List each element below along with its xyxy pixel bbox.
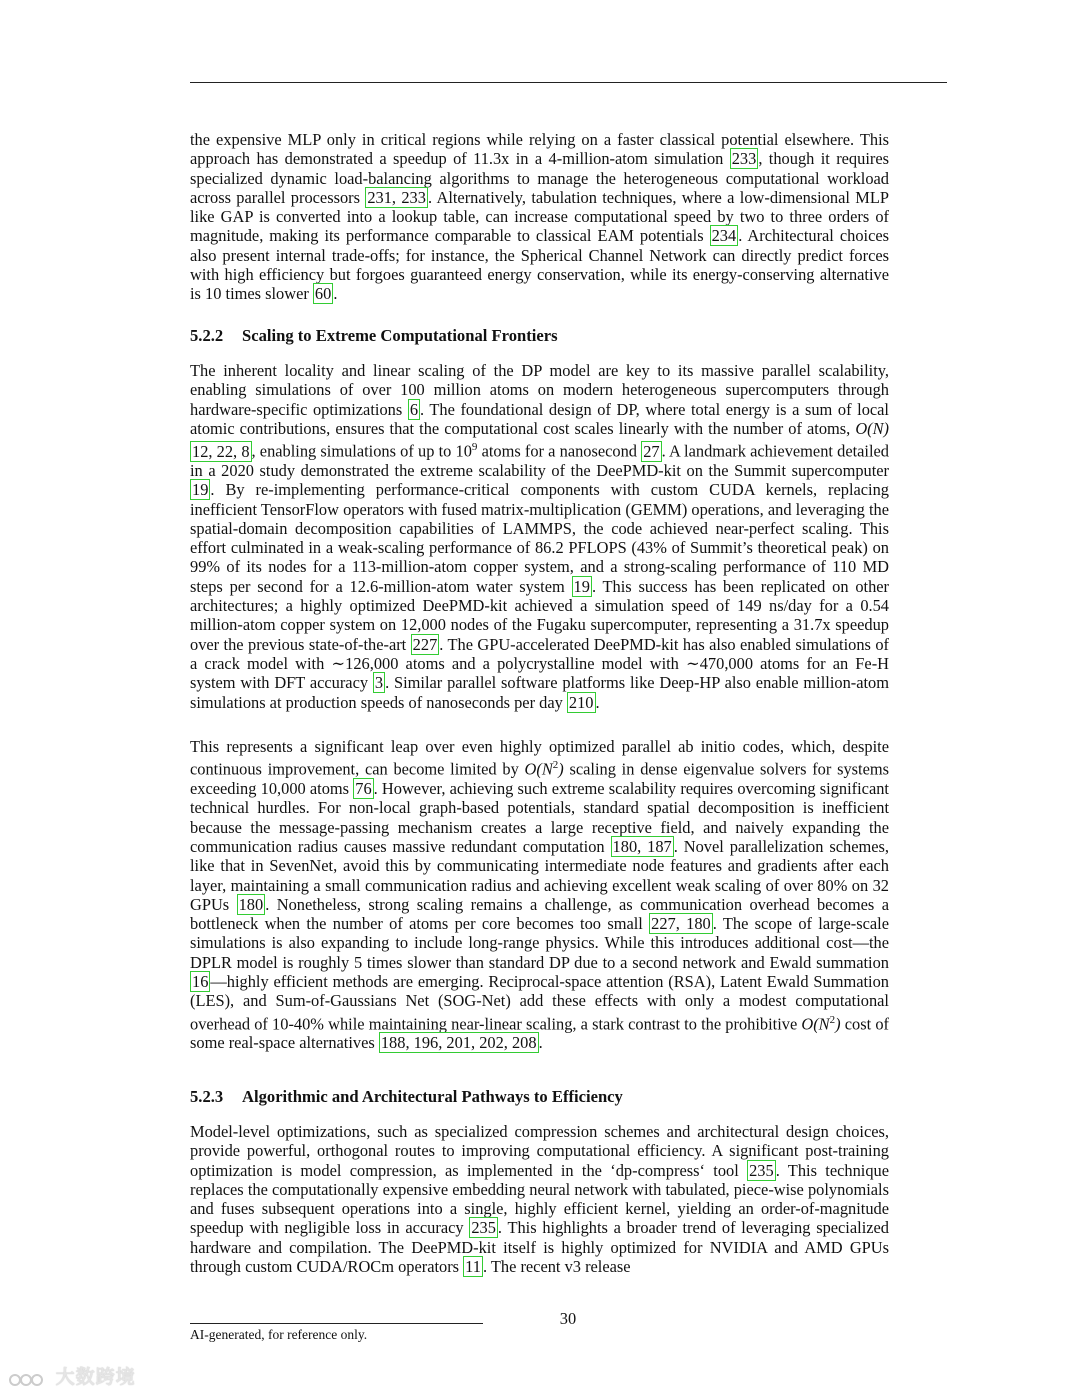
header-rule (190, 82, 947, 83)
citation-link[interactable]: 180, 187 (612, 836, 672, 856)
text-run: . A landmark achievement detailed in a 2020 study demonstrated the extreme scalability of the DeePMD-kit on the Summit supercomputer (190, 441, 889, 480)
text-run: . By re-implementing performance-critical components with custom CUDA kernels, replacing inefficient TensorFlow operators with fused matrix-multiplication (GEMM) operations, and leveraging the spatial-domain decomposition capabilities of LAMMPS, the code achieved near-perfect scaling. This effort culminated in a weak-scaling performance of 86.2 PFLOPS (43% of Summit’s theoretical peak) on 99% of its nodes for a 113-million-atom copper system, and a strong-scaling performance of 110 MD steps per second for a 12.6-million-atom water system (190, 480, 889, 596)
citation-link[interactable]: 60 (314, 284, 332, 304)
text-run: . The GPU-accelerated DeePMD-kit has also enabled simulations of a crack model with ∼126,000 atoms and a polycrystalline model with ∼470,000 atoms for an Fe-H system with DFT accuracy (190, 634, 889, 693)
citation-link[interactable]: 234 (711, 226, 737, 246)
citation-link[interactable]: 76 (355, 779, 372, 799)
text-run: . This technique replaces the computationally expensive embedding neural network with tabulated, piece-wise polynomials and fuses subsequent operations into a single, highly efficient kernel, yielding an order-of-magnitude speedup with negligible loss in accuracy (190, 1160, 889, 1238)
footnote: AI-generated, for reference only. (190, 1327, 368, 1342)
citation-link[interactable]: 235 (749, 1160, 774, 1180)
text-run: . (333, 284, 338, 304)
text-run: , though it requires specialized dynamic load-balancing algorithms to manage the heterogeneous computational workload across parallel processors (190, 149, 889, 207)
text-run: . Architectural choices also present internal trade-offs; for instance, the Spherical Channel Network can directly predict forces with high efficiency but forgoes guaranteed energy conservation, while its energy-conserving alternative is 10 times slower (190, 226, 889, 304)
math-expression: O(N) (855, 418, 889, 438)
text-run: scaling in dense eigenvalue solvers for systems exceeding 10,000 atoms (190, 759, 889, 799)
superscript: 2 (829, 1013, 836, 1026)
text-run: . Alternatively, tabulation techniques, where a low-dimensional MLP like GAP is converted into a lookup table, can increase computational speed by two to three orders of magnitude, making its performance comparable to classical EAM potentials (190, 187, 889, 246)
citation-link[interactable]: 188, 196, 201, 202, 208 (380, 1033, 537, 1053)
text-run: The inherent locality and linear scaling of the DP model are key to its massive parallel scalability, enabling simulations of over 100 million atoms on modern heterogeneous supercomputers through hardware-specific optimizations (190, 361, 889, 419)
page-number: 30 (559, 1309, 577, 1328)
watermark (8, 1362, 136, 1389)
section-heading-5-2-2 (190, 326, 889, 346)
text-run: atoms for a nanosecond (477, 441, 642, 461)
text-run: . The scope of large-scale simulations is also expanding to include long-range physics. While this introduces additional cost—the DPLR model is roughly 5 times slower than standard DP due to a second network and Ewald summation (190, 914, 889, 972)
text-run: —highly efficient methods are emerging. Reciprocal-space attention (RSA), Latent Ewald Summation (LES), and Sum-of-Gaussians Net (SOG-Net) add these effects with only a modest computational overhead of 10-40% while maintaining near-linear scaling, a stark contrast to the prohibitive (190, 972, 889, 1034)
citation-link[interactable]: 6 (409, 399, 419, 419)
text-run: . This success has been replicated on other architectures; a highly optimized DeePMD-kit achieved a simulation speed of 149 ns/day for a 0.54 million-atom copper system on 12,000 nodes of the Fugaku supercomputer, representing a 31.7x speedup over the previous state-of-the-art (190, 576, 889, 654)
section-heading-5-2-3 (190, 1087, 889, 1107)
watermark-text: 大数跨境 (55, 1366, 136, 1388)
text-run: . Similar parallel software platforms like Deep-HP also enable million-atom simulations at production speeds of nanoseconds per day (190, 673, 889, 712)
text-run: . (595, 692, 600, 712)
citation-link[interactable]: 231, 233 (367, 187, 426, 207)
paragraph-1 (190, 130, 889, 304)
math-expression: O(N (801, 1014, 830, 1034)
math-expression: O(N (524, 759, 553, 779)
text-run: . The recent v3 release (482, 1257, 631, 1277)
text-run: Model-level optimizations, such as specialized compression schemes and architectural design choices, provide powerful, orthogonal routes to improving computational efficiency. A significant post-training optimization is model compression, as implemented in the ‘dp-compress‘ tool (190, 1122, 889, 1180)
watermark-logo-icon (8, 1368, 48, 1388)
paragraph-2 (190, 361, 889, 712)
citation-link[interactable]: 16 (192, 972, 209, 992)
citation-link[interactable]: 227, 180 (651, 914, 711, 934)
citation-link[interactable]: 227 (412, 634, 438, 654)
superscript: 9 (471, 441, 478, 454)
paragraph-3 (190, 737, 889, 1053)
footnote-rule (190, 1323, 483, 1324)
text-run: , enabling simulations of up to 10 (251, 441, 472, 461)
citation-link[interactable]: 19 (573, 576, 590, 596)
text-run: . Nonetheless, strong scaling remains a challenge, as communication overhead becomes a bottleneck when the number of atoms per core becomes too small (190, 894, 890, 934)
citation-link[interactable]: 233 (731, 149, 757, 169)
citation-link[interactable]: 235 (471, 1218, 496, 1238)
text-run: . Novel parallelization schemes, like that in SevenNet, avoid this by communicating intermediate node features and gradients after each layer, maintaining a small communication radius and achieving excellent weak scaling of over 80% on 32 GPUs (190, 836, 889, 914)
citation-link[interactable]: 27 (643, 441, 660, 461)
text-run: . However, achieving such extreme scalability requires overcoming significant technical hurdles. For non-local graph-based potentials, standard spatial decomposition is inefficient because the message-passing mechanism creates a large receptive field, and naively expanding the communication radius causes massive redundant computation (190, 779, 889, 856)
superscript: 2 (552, 759, 559, 772)
citation-link[interactable]: 19 (192, 480, 209, 500)
text-run: the expensive MLP only in critical regions while relying on a faster classical potential elsewhere. This approach has demonstrated a speedup of 11.3x in a 4-million-atom simulation (190, 130, 889, 169)
citation-link[interactable]: 12, 22, 8 (192, 441, 250, 461)
text-run: . This highlights a broader trend of leveraging specialized hardware and compilation. The DeePMD-kit itself is highly optimized for NVIDIA and AMD GPUs through custom CUDA/ROCm operators (190, 1218, 889, 1277)
section-number: 5.2.3 (190, 1087, 224, 1106)
citation-link[interactable]: 180 (238, 894, 264, 914)
citation-link[interactable]: 3 (374, 673, 384, 693)
math-expression: ) (558, 759, 564, 779)
text-run: This represents a significant leap over even highly optimized parallel ab initio codes, which, despite continuous improvement, can become limited by (190, 737, 889, 779)
paragraph-4 (190, 1122, 889, 1276)
text-run: . The foundational design of DP, where total energy is a sum of local atomic contributions, ensures that the computational cost scales linearly with the number of atoms, (190, 399, 889, 438)
citation-link[interactable]: 210 (568, 692, 594, 712)
section-number: 5.2.2 (190, 326, 224, 345)
math-expression: ) (835, 1014, 841, 1034)
text-run: . (538, 1033, 543, 1053)
section-title: Algorithmic and Architectural Pathways to Efficiency (242, 1087, 623, 1106)
section-title: Scaling to Extreme Computational Frontiers (242, 326, 558, 345)
citation-link[interactable]: 11 (465, 1257, 481, 1277)
text-run: cost of some real-space alternatives (190, 1014, 889, 1053)
